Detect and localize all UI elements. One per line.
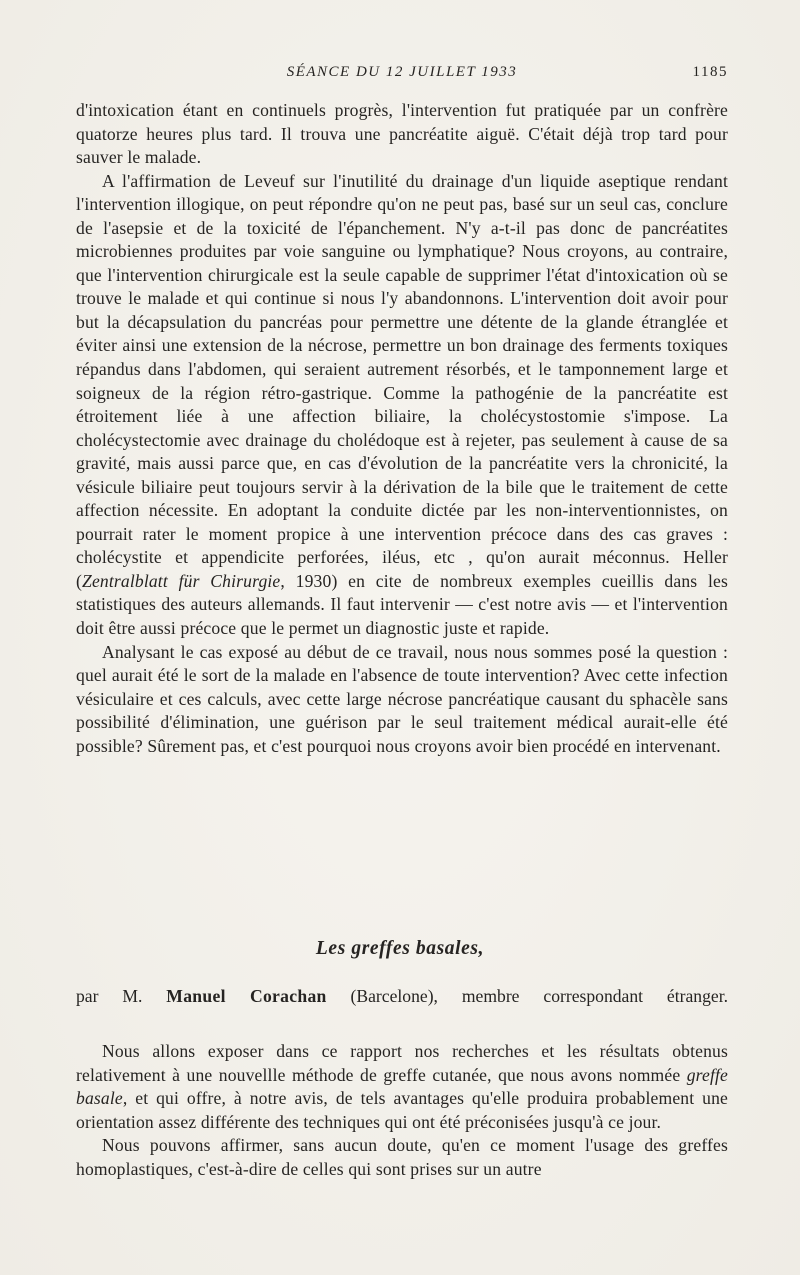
paragraph bbox=[76, 170, 728, 641]
journal-citation: Zentralblatt für Chirurgie bbox=[82, 570, 281, 591]
page-number: 1185 bbox=[692, 64, 728, 80]
page-header bbox=[76, 64, 728, 86]
paragraph: Nous pouvons affirmer, sans aucun doute, qu'en ce moment l'usage des greffes homoplastiques, c'est-à-dire de celles qui sont prises sur un autre bbox=[76, 1135, 728, 1179]
section-title: Les greffes basales, bbox=[315, 938, 485, 959]
paragraph-text: Nous allons exposer dans ce rapport nos recherches et les résultats obtenus relativement à une nouvellle méthode de greffe cutanée, que nous avons nommée bbox=[76, 1041, 728, 1085]
byline-prefix: par M. bbox=[76, 986, 167, 1006]
byline-suffix: (Barcelone), membre correspondant étranger. bbox=[326, 986, 728, 1006]
paragraph-text: , 1930) en cite de nombreux exemples cueillis dans les statistiques des auteurs allemands. Il faut intervenir — c'est notre avis — et l'intervention doit être aussi précoce que le permet un diagnostic juste et rapide. bbox=[76, 570, 728, 639]
author-name: Manuel Corachan bbox=[166, 986, 327, 1006]
byline bbox=[76, 985, 728, 1008]
paragraph: Analysant le cas exposé au début de ce travail, nous nous sommes posé la question : quel aurait été le sort de la malade en l'absence de toute intervention? Avec cette infection vésiculaire et ces calculs, avec cette large nécrose pancréatique causant du sphacèle sans possibilité d'élimination, une guérison par le seul traitement médical aurait-elle été possible? Sûrement pas, et c'est pourquoi nous croyons avoir bien procédé en intervenant. bbox=[76, 641, 728, 756]
paragraph bbox=[76, 1040, 728, 1134]
running-title: SÉANCE DU 12 JUILLET 1933 bbox=[286, 64, 518, 80]
defined-term: greffe basale bbox=[76, 1064, 728, 1109]
continued-article-text bbox=[76, 99, 728, 758]
paragraph: d'intoxication étant en continuels progrès, l'intervention fut pratiquée par un confrère quatorze heures plus tard. Il trouva une pancréatite aiguë. C'était déjà trop tard pour sauver le malade. bbox=[76, 100, 728, 168]
paragraph-text: , et qui offre, à notre avis, de tels avantages qu'elle produira probablement une orientation assez différente des techniques qui ont été préconisées jusqu'à ce jour. bbox=[76, 1088, 728, 1132]
paragraph-text: A l'affirmation de Leveuf sur l'inutilité du drainage d'un liquide aseptique rendant l'intervention illogique, on peut répondre qu'on ne peut pas, basé sur un seul cas, conclure de l'asepsie et de la toxicité de l'épanchement. N'y a-t-il pas donc de pancréatites microbiennes produites par voie sanguine ou lymphatique? Nous croyons, au contraire, que l'intervention chirurgicale est la seule capable de supprimer l'état d'intoxication où se trouve le malade et qui continue si nous l'y abandonnons. L'intervention doit avoir pour but la décapsulation du pancréas pour permettre une détente de la glande étranglée et éviter ainsi une extension de la nécrose, permettre un bon drainage des ferments toxiques répandus dans l'abdomen, qui seraient autrement résorbés, et le tamponnement large et soigneux de la région rétro-gastrique. Comme la pathogénie de la pancréatite est étroitement liée à une affection biliaire, la cholécystostomie s'impose. La cholécystectomie avec drainage du cholédoque est à rejeter, pas seulement à cause de sa gravité, mais aussi parce que, en cas d'évolution de la pancréatite vers la chronicité, la vésicule biliaire peut toujours servir à la dérivation de la bile que le traitement de cette affection nécessite. En adoptant la conduite dictée par les non-interventionnistes, on pourrait rater le moment propice à une intervention précoce dans des cas graves : cholécystite et appendicite perforées, iléus, etc , qu'on aurait méconnus. Heller ( bbox=[76, 170, 728, 591]
new-article-text bbox=[76, 1040, 728, 1181]
